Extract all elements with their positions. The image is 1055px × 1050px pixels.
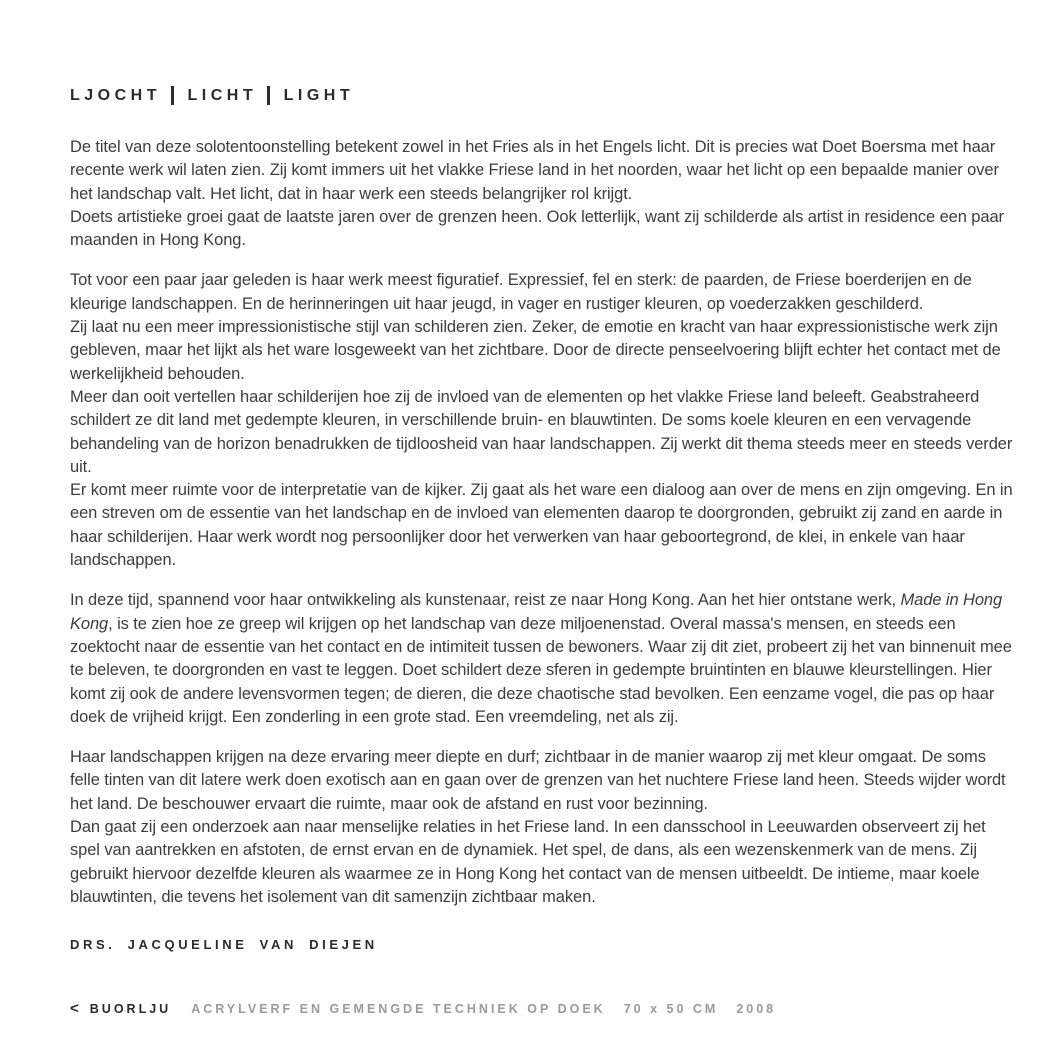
title-part-frisian: LJOCHT [70, 86, 161, 104]
artwork-year: 2008 [736, 1002, 777, 1016]
text-block: Meer dan ooit vertellen haar schilderijen hoe zij de invloed van de elementen op het vlakke Friese land beleeft. Geabstraheerd schildert ze dit land met gedempte kleuren, in verschillende bruin- en blauwtinten. De soms koele kleuren en een vervagende behandeling van de horizon benadrukken de tijdloosheid van haar landschappen. Zij werkt dit thema steeds meer en steeds verder uit. [70, 387, 1013, 476]
artwork-dimensions: 70 x 50 CM [623, 1002, 719, 1016]
text-block: Dan gaat zij een onderzoek aan naar menselijke relaties in het Friese land. In een dansschool in Leeuwarden observeert zij het spel van aantrekken en afstoten, de ernst ervan en de dynamiek. Het spel, de dans, als een wezenskenmerk van de mens. Zij gebruikt hiervoor dezelfde kleuren als waarmee ze in Hong Kong het contact van de mensen uitbeeldt. De intieme, maar koele blauwtinten, die tevens het isolement van dit samenzijn zichtbaar maken. [70, 818, 986, 906]
text-run: , is te zien hoe ze greep wil krijgen op het landschap van deze miljoenenstad. Overal massa's mensen, en steeds een zoektocht naar de essentie van het contact en de intimiteit tussen de bewoners. Waar zij dit ziet, probeert zij het van binnenuit mee te beleven, te doorgronden en vast te leggen. Doet schildert deze sferen in gedempte bruintinten en blauwe kleurstellingen. Hier komt zij ook de andere levensvormen tegen; de dieren, die deze chaotische stad bevolken. Een eenzame vogel, die pas op haar doek de vrijheid krijgt. Een zonderling in een grote stad. Een vreemdeling, net als zij. [70, 614, 1012, 726]
text-block: De titel van deze solotentoonstelling betekent zowel in het Fries als in het Engels licht. Dit is precies wat Doet Boersma met haar recente werk wil laten zien. Zij komt immers uit het vlakke Friese land in het noorden, waar het licht op een bepaalde manier over het landschap valt. Het licht, dat in haar werk een steeds belangrijker rol krijgt. [70, 138, 999, 203]
text-block: Er komt meer ruimte voor de interpretatie van de kijker. Zij gaat als het ware een dialoog aan over de mens en zijn omgeving. En in een streven om de essentie van het landschap en de invloed van elementen daarop te doorgronden, gebruikt zij zand en aarde in haar schilderijen. Haar werk wordt nog persoonlijker door het verwerken van haar geboortegrond, de klei, in enkele van haar landschappen. [70, 481, 1013, 570]
text-block: Tot voor een paar jaar geleden is haar werk meest figuratief. Expressief, fel en sterk: de paarden, de Friese boerderijen en de kleurige landschappen. En de herinneringen uit haar jeugd, in vager en rustiger kleuren, op voederzakken geschilderd. [70, 271, 972, 313]
title-divider-bar [171, 86, 174, 105]
paragraph-group-intro [70, 136, 1017, 252]
text-block: Doets artistieke groei gaat de laatste jaren over de grenzen heen. Ook letterlijk, want zij schilderde als artist in residence een paar maanden in Hong Kong. [70, 207, 1004, 250]
text-block [70, 589, 1017, 729]
artwork-technique: ACRYLVERF EN GEMENGDE TECHNIEK OP DOEK [191, 1002, 606, 1016]
page-title [70, 86, 1017, 105]
text-block: Haar landschappen krijgen na deze ervaring meer diepte en durf; zichtbaar in de manier waarop zij met kleur omgaat. De soms felle tinten van dit latere werk doen exotisch aan en gaan over de grenzen van het nuchtere Friese land heen. Steeds wijder wordt het land. De beschouwer ervaart die ruimte, maar ook de afstand en rust voor bezinning. [70, 748, 1006, 813]
byline: DRS. JACQUELINE VAN DIEJEN [70, 937, 378, 953]
title-part-english: LIGHT [283, 86, 355, 104]
artwork-caption [70, 1000, 776, 1017]
artwork-title-italic: Made in Hong Kong [70, 591, 1003, 633]
paragraph-group-style [70, 269, 1017, 572]
title-divider-bar [267, 86, 270, 105]
chevron-left-icon: < [70, 1000, 79, 1017]
artwork-title: BUORLJU [89, 1002, 172, 1016]
paragraph-group-landscapes [70, 746, 1017, 909]
text-block: Zij laat nu een meer impressionistische stijl van schilderen zien. Zeker, de emotie en kracht van haar expressionistische werk zijn gebleven, maar het lijkt als het ware losgeweekt van het zichtbare. Door de directe penseelvoering blijft echter het contact met de werkelijkheid behouden. [70, 318, 1001, 383]
paragraph-group-hongkong [70, 589, 1017, 729]
text-run: In deze tijd, spannend voor haar ontwikkeling als kunstenaar, reist ze naar Hong Kong. Aan het hier ontstane werk, [70, 591, 901, 610]
title-part-dutch: LICHT [187, 86, 258, 104]
